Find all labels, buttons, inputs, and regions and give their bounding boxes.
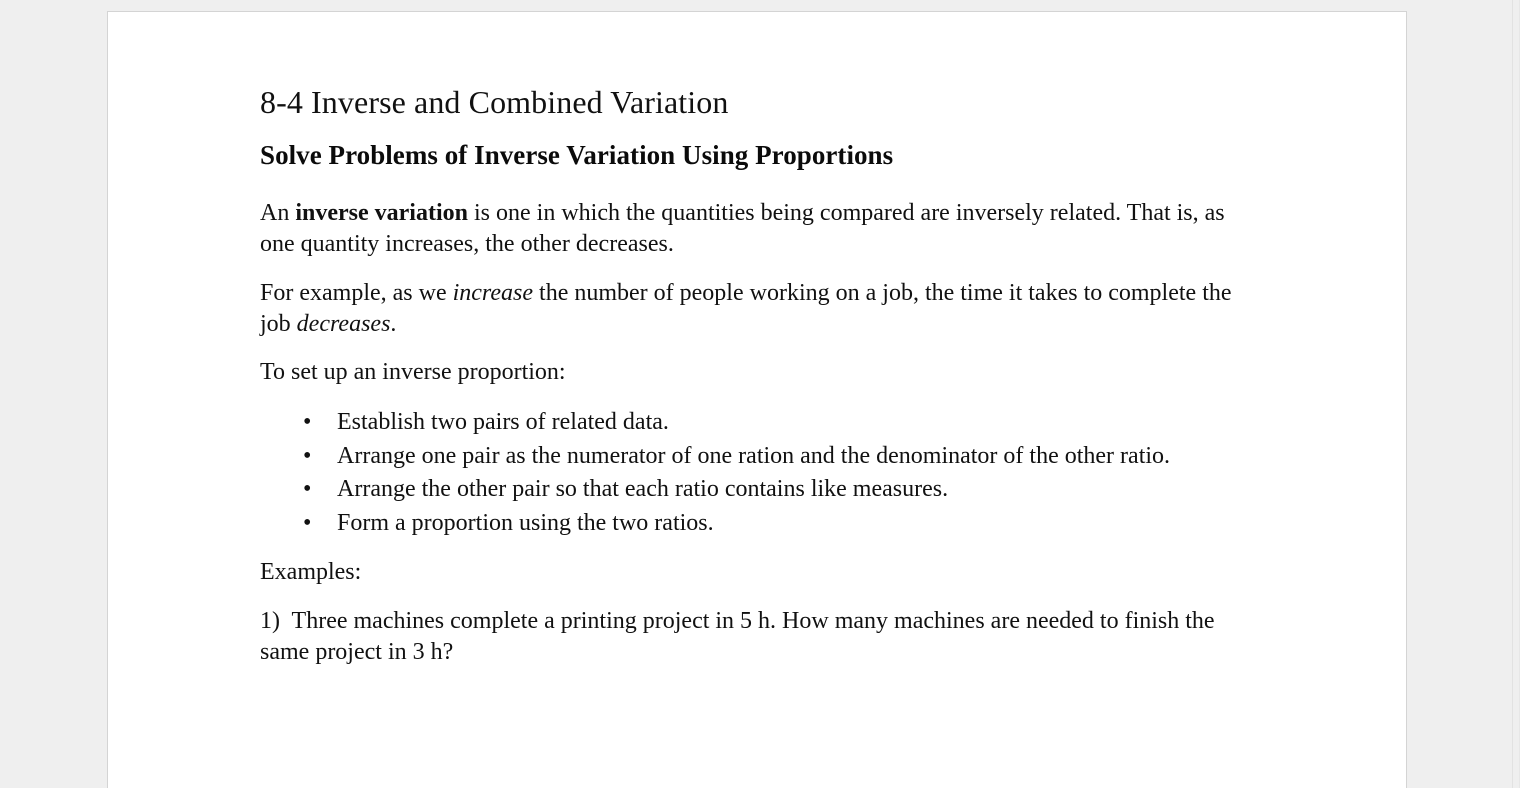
list-item-label: Arrange one pair as the numerator of one ration and the denominator of the other ratio. (337, 442, 1171, 469)
bullet-icon: • (303, 442, 312, 469)
section-heading: Solve Problems of Inverse Variation Using Proportions (260, 140, 894, 170)
paragraph-example-emphasis-decreases: decreases (296, 311, 391, 337)
paragraph-example-part-5: . (390, 311, 397, 337)
bullet-icon: • (303, 409, 312, 435)
list-item-label: Establish two pairs of related data. (337, 409, 669, 435)
list-item-label: Arrange the other pair so that each ratio contains like measures. (337, 476, 949, 502)
paragraph-example-part-3: the number of people working on a job, the time it takes to complete the job (260, 280, 1232, 337)
list-intro-text: To set up an inverse proportion: (260, 359, 566, 385)
example-problem-1: 1) Three machines complete a printing project in 5 h. How many machines are needed to finish the same project in 3 h? (260, 608, 1221, 665)
paragraph-example-emphasis-increase: increase (452, 280, 534, 306)
steps-bullet-list (260, 406, 1260, 540)
paragraph-definition-part-1: An (260, 200, 296, 226)
paragraph-definition (260, 198, 1260, 260)
examples-label: Examples: (260, 559, 362, 585)
paragraph-example-explanation (260, 278, 1260, 340)
window-right-edge (1512, 0, 1513, 788)
page-title: 8-4 Inverse and Combined Variation (260, 84, 729, 120)
list-item (260, 473, 1260, 507)
bullet-icon: • (303, 509, 312, 536)
document-page (107, 11, 1407, 788)
paragraph-definition-part-3: is one in which the quantities being compared are inversely related. That is, as one quantity increases, the other decreases. (260, 200, 1225, 257)
paragraph-definition-term: inverse variation (295, 200, 468, 226)
list-item (260, 507, 1260, 541)
list-item (260, 440, 1260, 474)
bullet-icon: • (303, 476, 312, 502)
list-item (260, 406, 1260, 440)
paragraph-example-part-1: For example, as we (260, 280, 453, 306)
document-content (260, 82, 1260, 668)
list-item-label: Form a proportion using the two ratios. (337, 509, 714, 536)
